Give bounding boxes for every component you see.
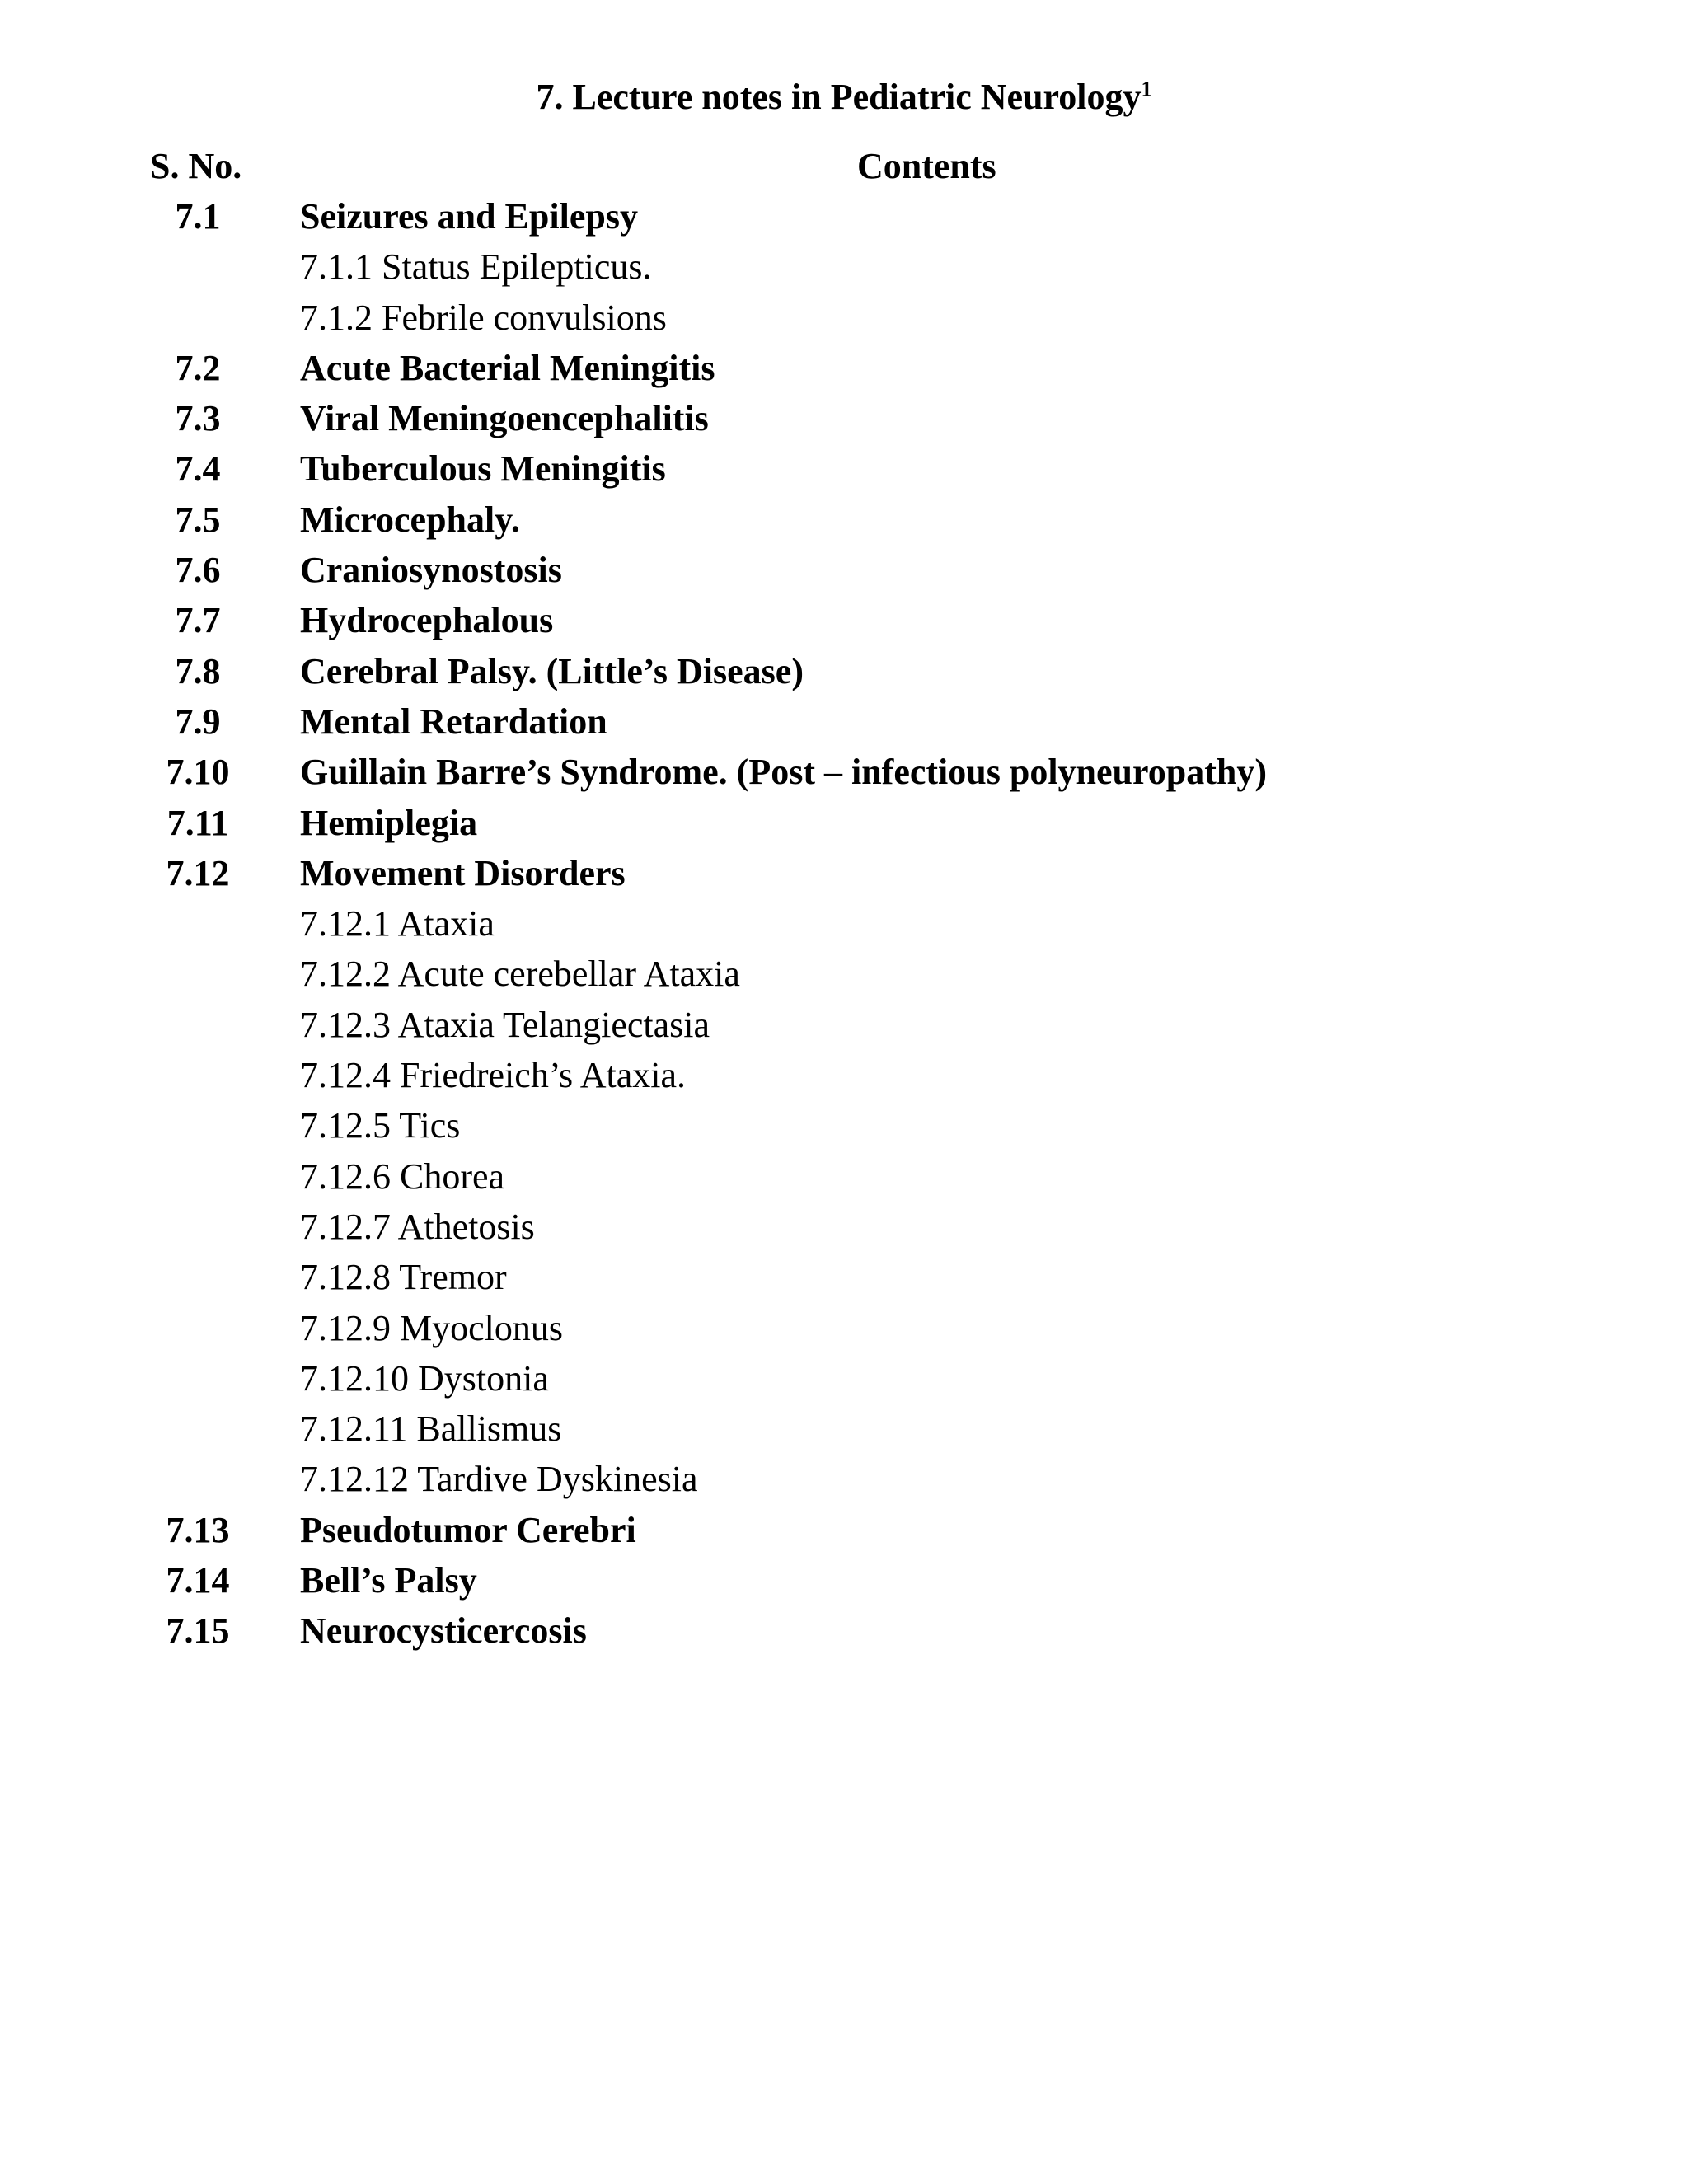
toc-section-row	[0, 1505, 1688, 1555]
toc-subsection-row	[0, 241, 1688, 292]
subsection-title: 7.1.2 Febrile convulsions	[300, 297, 667, 338]
toc-section-row	[0, 747, 1688, 797]
section-number: 7.14	[166, 1560, 230, 1601]
toc-section-row	[0, 393, 1688, 443]
subsection-title: 7.12.10 Dystonia	[300, 1357, 549, 1399]
toc-section-row	[0, 696, 1688, 747]
section-title: Pseudotumor Cerebri	[300, 1509, 636, 1550]
toc-subsection-row	[0, 293, 1688, 343]
toc-section-row	[0, 1555, 1688, 1605]
section-title: Seizures and Epilepsy	[300, 196, 638, 237]
section-number: 7.6	[175, 550, 221, 591]
toc-subsection-row	[0, 1151, 1688, 1202]
toc-section-row	[0, 443, 1688, 494]
subsection-title: 7.12.1 Ataxia	[300, 903, 495, 944]
section-number: 7.5	[175, 499, 221, 540]
toc-section-row	[0, 595, 1688, 645]
section-title: Cerebral Palsy. (Little’s Disease)	[300, 650, 804, 691]
toc-section-row	[0, 798, 1688, 848]
document-title-text: 7. Lecture notes in Pediatric Neurology	[536, 77, 1142, 117]
subsection-title: 7.12.7 Athetosis	[300, 1206, 535, 1247]
subsection-title: 7.1.1 Status Epilepticus.	[300, 246, 652, 288]
toc-subsection-row	[0, 949, 1688, 999]
toc-subsection-row	[0, 1000, 1688, 1050]
section-number: 7.12	[166, 852, 230, 893]
section-number: 7.4	[175, 448, 221, 490]
subsection-title: 7.12.11 Ballismus	[300, 1408, 562, 1450]
subsection-title: 7.12.5 Tics	[300, 1105, 461, 1146]
serial-number-header: S. No.	[150, 146, 242, 186]
section-number: 7.3	[175, 398, 221, 439]
section-title: Tuberculous Meningitis	[300, 448, 666, 490]
contents-header: Contents	[857, 146, 996, 186]
toc-section-row	[0, 343, 1688, 393]
section-number: 7.13	[166, 1509, 230, 1550]
subsection-title: 7.12.3 Ataxia Telangiectasia	[300, 1004, 710, 1045]
toc-subsection-row	[0, 1100, 1688, 1151]
section-number: 7.1	[175, 196, 221, 237]
toc-section-row	[0, 1605, 1688, 1656]
toc-subsection-row	[0, 1353, 1688, 1404]
section-title: Craniosynostosis	[300, 550, 562, 591]
section-title: Hemiplegia	[300, 802, 478, 843]
toc-section-row	[0, 848, 1688, 898]
toc-subsection-row	[0, 1404, 1688, 1454]
document-title	[0, 73, 1688, 122]
subsection-title: 7.12.12 Tardive Dyskinesia	[300, 1459, 698, 1500]
toc-subsection-row	[0, 1252, 1688, 1302]
toc-subsection-row	[0, 1303, 1688, 1353]
table-header	[0, 142, 1688, 191]
section-number: 7.11	[166, 802, 229, 843]
subsection-title: 7.12.4 Friedreich’s Ataxia.	[300, 1055, 687, 1096]
toc-subsection-row	[0, 1454, 1688, 1504]
footnote-marker: 1	[1141, 77, 1152, 101]
section-title: Guillain Barre’s Syndrome. (Post – infectious polyneuropathy)	[300, 752, 1268, 793]
section-number: 7.8	[175, 650, 221, 691]
section-title: Viral Meningoencephalitis	[300, 398, 709, 439]
subsection-title: 7.12.9 Myoclonus	[300, 1307, 563, 1348]
subsection-title: 7.12.8 Tremor	[300, 1257, 507, 1298]
table-of-contents	[0, 191, 1688, 1657]
section-title: Bell’s Palsy	[300, 1560, 477, 1601]
section-number: 7.10	[166, 752, 230, 793]
section-title: Acute Bacterial Meningitis	[300, 347, 715, 388]
toc-section-row	[0, 191, 1688, 241]
section-number: 7.9	[175, 701, 221, 742]
section-title: Microcephaly.	[300, 499, 520, 540]
section-number: 7.15	[166, 1610, 230, 1652]
toc-subsection-row	[0, 898, 1688, 949]
toc-section-row	[0, 545, 1688, 595]
subsection-title: 7.12.2 Acute cerebellar Ataxia	[300, 954, 740, 995]
toc-subsection-row	[0, 1050, 1688, 1100]
section-title: Hydrocephalous	[300, 600, 554, 641]
toc-section-row	[0, 494, 1688, 545]
toc-subsection-row	[0, 1202, 1688, 1252]
section-title: Movement Disorders	[300, 852, 626, 893]
section-title: Mental Retardation	[300, 701, 607, 742]
subsection-title: 7.12.6 Chorea	[300, 1155, 505, 1197]
section-number: 7.7	[175, 600, 221, 641]
section-number: 7.2	[175, 347, 221, 388]
toc-section-row	[0, 646, 1688, 696]
section-title: Neurocysticercosis	[300, 1610, 587, 1652]
